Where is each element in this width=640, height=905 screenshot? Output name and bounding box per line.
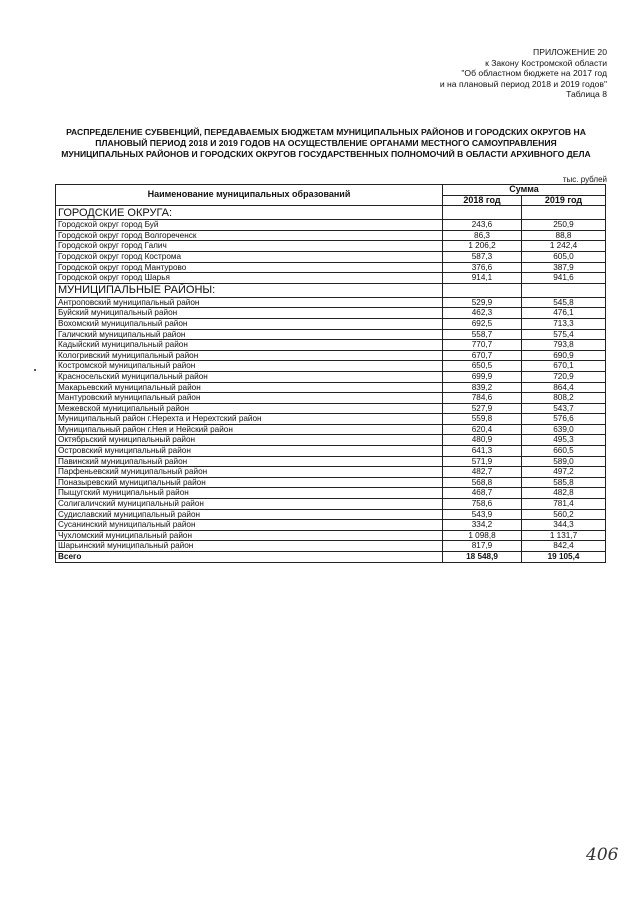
row-name: Городской округ город Шарья bbox=[56, 273, 443, 284]
table-row bbox=[56, 308, 606, 319]
value-2019: 605,0 bbox=[522, 251, 606, 262]
section-label: ГОРОДСКИЕ ОКРУГА: bbox=[56, 206, 443, 220]
total-2019: 19 105,4 bbox=[522, 552, 606, 563]
value-2018: 568,8 bbox=[443, 477, 522, 488]
row-name: Городской округ город Волгореченск bbox=[56, 230, 443, 241]
table-row bbox=[56, 241, 606, 252]
value-2018: 670,7 bbox=[443, 350, 522, 361]
section-row-cities bbox=[56, 206, 606, 220]
header-2018: 2018 год bbox=[443, 195, 522, 206]
section-label: МУНИЦИПАЛЬНЫЕ РАЙОНЫ: bbox=[56, 283, 443, 297]
total-2018: 18 548,9 bbox=[443, 552, 522, 563]
appendix-header bbox=[440, 47, 607, 100]
value-2018: 817,9 bbox=[443, 541, 522, 552]
table-row bbox=[56, 262, 606, 273]
table-row bbox=[56, 297, 606, 308]
row-name: Городской округ город Галич bbox=[56, 241, 443, 252]
value-2019: 781,4 bbox=[522, 499, 606, 510]
value-2018: 1 098,8 bbox=[443, 530, 522, 541]
value-2019: 808,2 bbox=[522, 393, 606, 404]
value-2019: 842,4 bbox=[522, 541, 606, 552]
header-name: Наименование муниципальных образований bbox=[56, 185, 443, 206]
value-2019: 1 131,7 bbox=[522, 530, 606, 541]
value-2018: 462,3 bbox=[443, 308, 522, 319]
document-title: РАСПРЕДЕЛЕНИЕ СУБВЕНЦИЙ, ПЕРЕДАВАЕМЫХ БЮДЖЕТАМ МУНИЦИПАЛЬНЫХ РАЙОНОВ И ГОРОДСКИХ ОКРУГОВ НА ПЛАНОВЫЙ ПЕРИОД 2018 И 2019 ГОДОВ НА ОСУЩЕСТВЛЕНИЕ ОРГАНАМИ МЕСТНОГО САМОУПРАВЛЕНИЯ МУНИЦИПАЛЬНЫХ РАЙОНОВ И ГОРОДСКИХ ОКРУГОВ ГОСУДАРСТВЕННЫХ ПОЛНОМОЧИЙ В ОБЛАСТИ АРХИВНОГО ДЕЛА bbox=[61, 127, 591, 159]
value-2019: 250,9 bbox=[522, 220, 606, 231]
value-2018: 86,3 bbox=[443, 230, 522, 241]
value-2019: 690,9 bbox=[522, 350, 606, 361]
table-row bbox=[56, 371, 606, 382]
total-label: Всего bbox=[56, 552, 443, 563]
row-name: Парфеньевский муниципальный район bbox=[56, 467, 443, 478]
table-row bbox=[56, 467, 606, 478]
appendix-line-1: ПРИЛОЖЕНИЕ 20 bbox=[533, 47, 607, 57]
value-2018: 529,9 bbox=[443, 297, 522, 308]
value-2018: 641,3 bbox=[443, 446, 522, 457]
table-row bbox=[56, 350, 606, 361]
value-2018: 468,7 bbox=[443, 488, 522, 499]
table-row bbox=[56, 488, 606, 499]
header-sum: Сумма bbox=[443, 185, 606, 196]
header-2019: 2019 год bbox=[522, 195, 606, 206]
table-row bbox=[56, 499, 606, 510]
row-name: Антроповский муниципальный район bbox=[56, 297, 443, 308]
value-2018: 650,5 bbox=[443, 361, 522, 372]
page-number: 406 bbox=[586, 845, 619, 865]
value-2019: 864,4 bbox=[522, 382, 606, 393]
table-row bbox=[56, 509, 606, 520]
row-name: Островский муниципальный район bbox=[56, 446, 443, 457]
row-name: Буйский муниципальный район bbox=[56, 308, 443, 319]
table-row bbox=[56, 393, 606, 404]
value-2019: 713,3 bbox=[522, 318, 606, 329]
appendix-line-4: и на плановый период 2018 и 2019 годов" bbox=[439, 78, 607, 89]
row-name: Макарьевский муниципальный район bbox=[56, 382, 443, 393]
value-2018: 376,6 bbox=[443, 262, 522, 273]
section-row-districts bbox=[56, 283, 606, 297]
value-2018: 334,2 bbox=[443, 520, 522, 531]
row-name: Чухломский муниципальный район bbox=[56, 530, 443, 541]
value-2019: 495,3 bbox=[522, 435, 606, 446]
value-2018: 543,9 bbox=[443, 509, 522, 520]
value-2019: 720,9 bbox=[522, 371, 606, 382]
table-row bbox=[56, 220, 606, 231]
subsidy-table bbox=[55, 184, 606, 563]
value-2019: 576,6 bbox=[522, 414, 606, 425]
value-2018: 482,7 bbox=[443, 467, 522, 478]
table-row bbox=[56, 230, 606, 241]
row-name: Кологривский муниципальный район bbox=[56, 350, 443, 361]
value-2019: 660,5 bbox=[522, 446, 606, 457]
value-2018: 758,6 bbox=[443, 499, 522, 510]
appendix-line-2: к Закону Костромской области bbox=[485, 57, 607, 68]
value-2019: 476,1 bbox=[522, 308, 606, 319]
row-name: Городской округ город Кострома bbox=[56, 251, 443, 262]
value-2019: 941,6 bbox=[522, 273, 606, 284]
row-name: Межевской муниципальный район bbox=[56, 403, 443, 414]
row-name: Городской округ город Буй bbox=[56, 220, 443, 231]
value-2018: 480,9 bbox=[443, 435, 522, 446]
row-name: Муниципальный район г.Нея и Нейский район bbox=[56, 424, 443, 435]
value-2018: 571,9 bbox=[443, 456, 522, 467]
row-name: Кадыйский муниципальный район bbox=[56, 340, 443, 351]
value-2018: 914,1 bbox=[443, 273, 522, 284]
row-name: Октябрьский муниципальный район bbox=[56, 435, 443, 446]
total-row bbox=[56, 552, 606, 563]
row-name: Галичский муниципальный район bbox=[56, 329, 443, 340]
value-2018: 620,4 bbox=[443, 424, 522, 435]
table-row bbox=[56, 318, 606, 329]
value-2019: 575,4 bbox=[522, 329, 606, 340]
row-name: Пыщугский муниципальный район bbox=[56, 488, 443, 499]
table-row bbox=[56, 403, 606, 414]
value-2018: 243,6 bbox=[443, 220, 522, 231]
row-name: Судиславский муниципальный район bbox=[56, 509, 443, 520]
table-row bbox=[56, 329, 606, 340]
value-2018: 692,5 bbox=[443, 318, 522, 329]
value-2018: 527,9 bbox=[443, 403, 522, 414]
table-row bbox=[56, 456, 606, 467]
value-2019: 545,8 bbox=[522, 297, 606, 308]
row-name: Шарьинский муниципальный район bbox=[56, 541, 443, 552]
value-2019: 639,0 bbox=[522, 424, 606, 435]
appendix-line-3: "Об областном бюджете на 2017 год bbox=[461, 68, 607, 79]
table-row bbox=[56, 340, 606, 351]
value-2019: 589,0 bbox=[522, 456, 606, 467]
row-name: Мантуровский муниципальный район bbox=[56, 393, 443, 404]
table-row bbox=[56, 273, 606, 284]
value-2018: 770,7 bbox=[443, 340, 522, 351]
value-2019: 482,8 bbox=[522, 488, 606, 499]
row-name: Павинский муниципальный район bbox=[56, 456, 443, 467]
table-row bbox=[56, 541, 606, 552]
unit-label: тыс. рублей bbox=[562, 175, 607, 184]
row-name: Вохомский муниципальный район bbox=[56, 318, 443, 329]
value-2019: 670,1 bbox=[522, 361, 606, 372]
table-row bbox=[56, 414, 606, 425]
value-2018: 699,9 bbox=[443, 371, 522, 382]
value-2019: 497,2 bbox=[522, 467, 606, 478]
value-2019: 88,8 bbox=[522, 230, 606, 241]
table-row bbox=[56, 477, 606, 488]
table-row bbox=[56, 435, 606, 446]
value-2019: 387,9 bbox=[522, 262, 606, 273]
row-name: Городской округ город Мантурово bbox=[56, 262, 443, 273]
row-name: Сусанинский муниципальный район bbox=[56, 520, 443, 531]
value-2019: 543,7 bbox=[522, 403, 606, 414]
table-row bbox=[56, 382, 606, 393]
row-name: Поназыревский муниципальный район bbox=[56, 477, 443, 488]
value-2018: 559,8 bbox=[443, 414, 522, 425]
stray-mark bbox=[34, 369, 36, 371]
value-2019: 344,3 bbox=[522, 520, 606, 531]
table-row bbox=[56, 530, 606, 541]
value-2019: 793,8 bbox=[522, 340, 606, 351]
value-2018: 587,3 bbox=[443, 251, 522, 262]
value-2018: 784,6 bbox=[443, 393, 522, 404]
value-2019: 1 242,4 bbox=[522, 241, 606, 252]
table-row bbox=[56, 424, 606, 435]
appendix-line-5: Таблица 8 bbox=[566, 89, 607, 100]
row-name: Муниципальный район г.Нерехта и Нерехтский район bbox=[56, 414, 443, 425]
table-row bbox=[56, 520, 606, 531]
value-2018: 839,2 bbox=[443, 382, 522, 393]
row-name: Солигаличский муниципальный район bbox=[56, 499, 443, 510]
value-2019: 560,2 bbox=[522, 509, 606, 520]
value-2018: 558,7 bbox=[443, 329, 522, 340]
table-row bbox=[56, 361, 606, 372]
row-name: Костромской муниципальный район bbox=[56, 361, 443, 372]
row-name: Красносельский муниципальный район bbox=[56, 371, 443, 382]
value-2018: 1 206,2 bbox=[443, 241, 522, 252]
value-2019: 585,8 bbox=[522, 477, 606, 488]
table-row bbox=[56, 446, 606, 457]
table-row bbox=[56, 251, 606, 262]
